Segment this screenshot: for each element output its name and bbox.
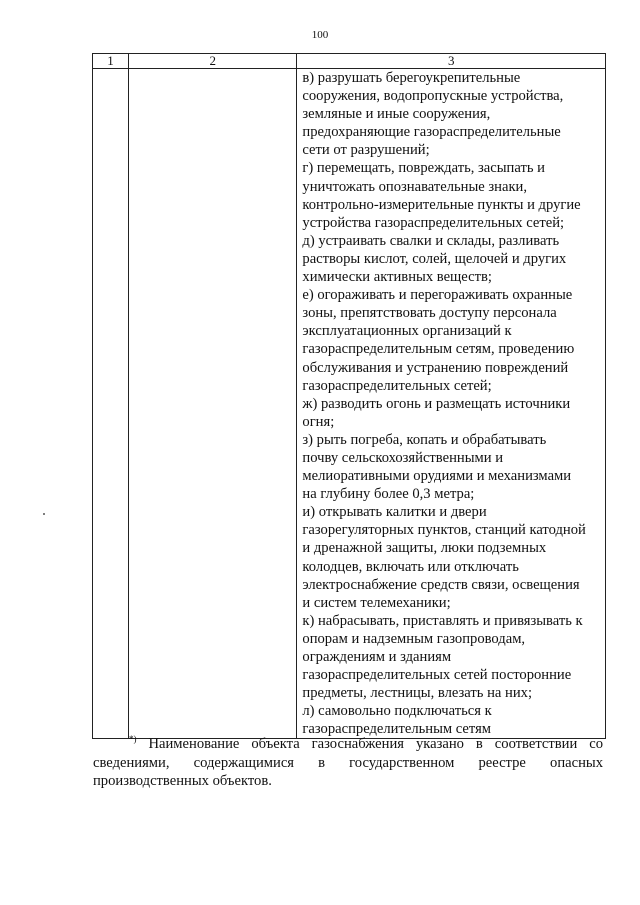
text-line: газораспределительным сетям, проведению	[302, 341, 575, 358]
text-line: в) разрушать берегоукрепительные	[302, 70, 521, 86]
text-line: газораспределительным сетям	[302, 721, 492, 738]
column-header-2: 2	[129, 54, 297, 69]
table-row	[93, 69, 606, 739]
prohibitions-list	[297, 69, 605, 738]
text-line: земляные и иные сооружения,	[302, 106, 491, 123]
text-line: и систем телемеханики;	[302, 594, 451, 611]
text-line: почву сельскохозяйственными и	[302, 449, 504, 466]
cell-col-2	[129, 69, 297, 739]
footnote	[93, 735, 603, 791]
cell-col-3	[297, 69, 606, 739]
text-line: и дренажной защиты, люки подземных	[302, 540, 547, 557]
text-line: электроснабжение средств связи, освещения	[302, 576, 580, 593]
text-line: газорегуляторных пунктов, станций катодной	[302, 522, 586, 539]
text-line: эксплуатационных организаций к	[302, 323, 512, 340]
text-line: предметы, лестницы, влезать на них;	[302, 685, 532, 702]
text-line: огня;	[302, 413, 335, 430]
text-line: сети от разрушений;	[302, 142, 430, 159]
footnote-marker: *)	[129, 734, 137, 745]
text-line: опорам и надземным газопроводам,	[302, 630, 526, 647]
footnote-line-1	[93, 735, 603, 754]
text-line: ж) разводить огонь и размещать источники	[302, 395, 571, 412]
text-line: мелиоративными орудиями и механизмами	[302, 468, 572, 485]
text-line: устройства газораспределительных сетей;	[302, 214, 565, 231]
text-line: сооружения, водопропускные устройства,	[302, 88, 564, 105]
text-line: г) перемещать, повреждать, засыпать и	[302, 160, 545, 177]
text-line: газораспределительных сетей;	[302, 377, 492, 394]
page-number: 100	[311, 29, 329, 41]
text-line: к) набрасывать, приставлять и привязывать к	[302, 612, 583, 629]
text-line: ограждениям и зданиям	[302, 649, 452, 665]
text-line: е) огораживать и перегораживать охранные	[302, 287, 573, 304]
footnote-text-1: Наименование объекта газоснабжения указано в соответствии со	[148, 736, 603, 752]
text-line: химически активных веществ;	[302, 269, 492, 286]
text-line: газораспределительных сетей посторонние	[302, 667, 572, 684]
text-line: и) открывать калитки и двери	[302, 504, 487, 521]
text-line: зоны, препятствовать доступу персонала	[302, 305, 557, 322]
text-line: д) устраивать свалки и склады, разливать	[302, 232, 560, 249]
footnote-line-3: производственных объектов.	[93, 773, 272, 789]
text-line: на глубину более 0,3 метра;	[302, 486, 475, 503]
cell-col-1	[93, 69, 129, 739]
text-line: контрольно-измерительные пункты и другие	[302, 196, 581, 213]
column-header-1: 1	[93, 54, 129, 69]
scan-speck	[43, 513, 45, 515]
column-header-3: 3	[297, 54, 606, 69]
text-line: з) рыть погреба, копать и обрабатывать	[302, 431, 547, 448]
text-line: колодцев, включать или отключать	[302, 558, 519, 575]
text-line: л) самовольно подключаться к	[302, 703, 492, 720]
text-line: обслуживания и устранению повреждений	[302, 359, 569, 376]
table-header-row	[93, 54, 606, 69]
text-line: растворы кислот, солей, щелочей и других	[302, 250, 567, 267]
footnote-line-2: сведениями, содержащимися в государственном реестре опасных	[93, 754, 603, 771]
text-line: предохраняющие газораспределительные	[302, 124, 561, 141]
text-line: уничтожать опознавательные знаки,	[302, 178, 528, 195]
requirements-table	[92, 53, 606, 739]
